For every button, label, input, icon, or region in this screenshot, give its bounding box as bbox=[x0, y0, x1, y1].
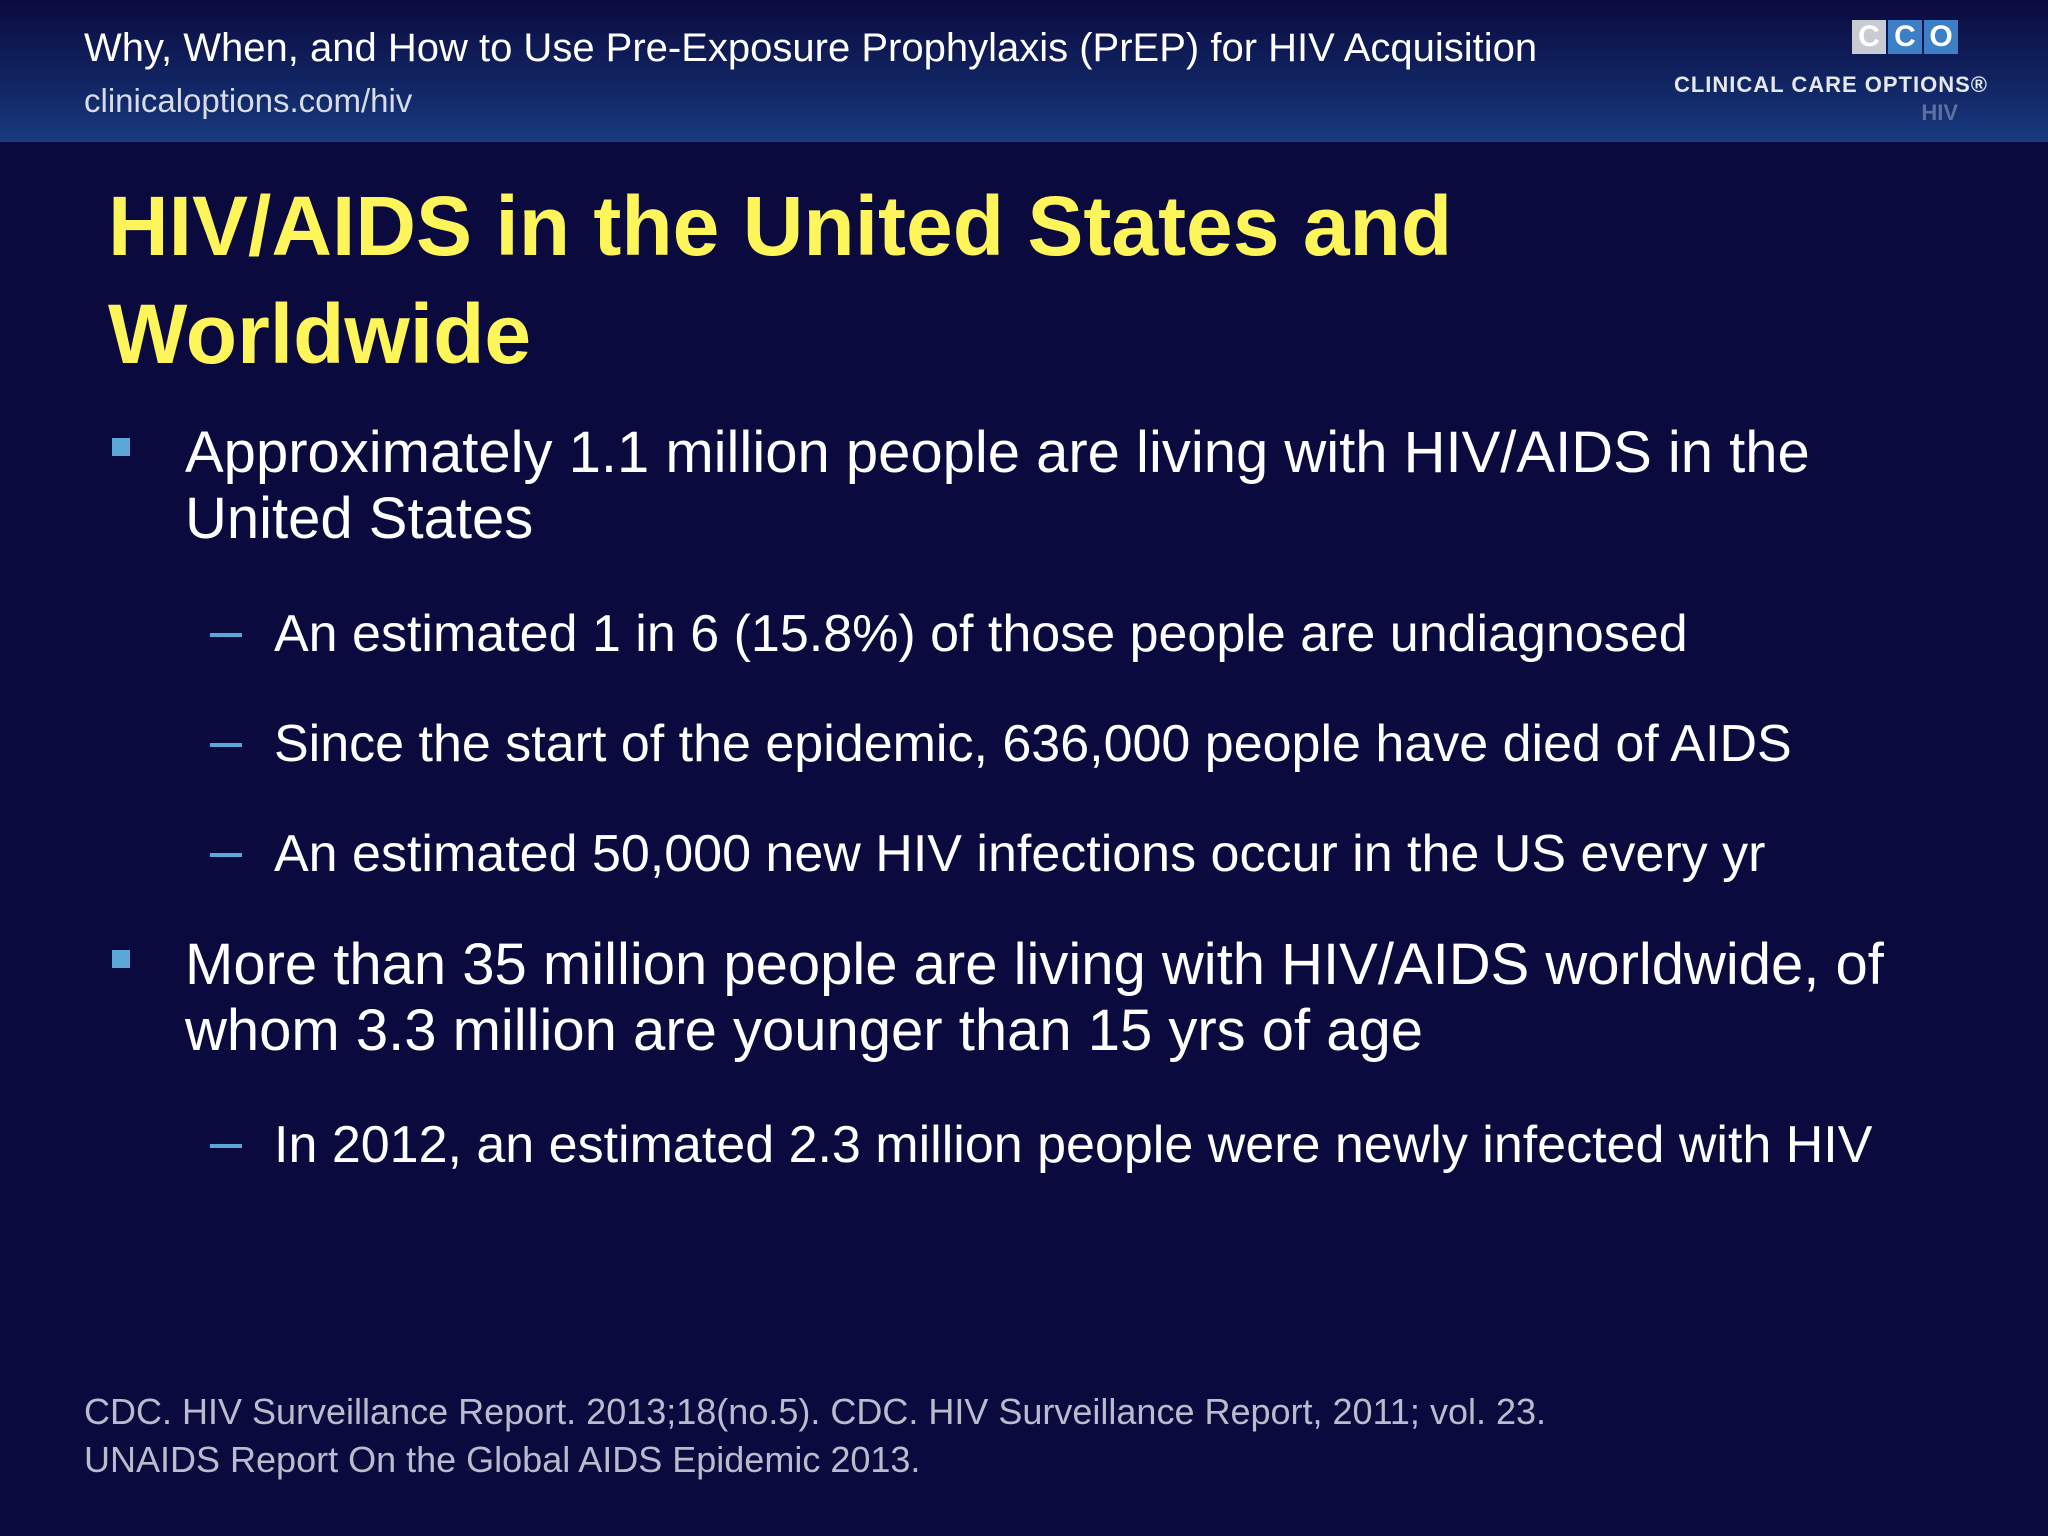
presentation-title: Why, When, and How to Use Pre-Exposure Prophylaxis (PrEP) for HIV Acquisition bbox=[84, 26, 1538, 70]
bullet-marker bbox=[112, 438, 130, 456]
logo-sub: HIV bbox=[1921, 100, 1958, 125]
sub-bullet-item: Since the start of the epidemic, 636,000 people have died of AIDS bbox=[274, 715, 1792, 773]
clinical-care-options-logo bbox=[1673, 18, 1988, 128]
bullet-marker bbox=[112, 950, 130, 968]
website-url[interactable]: clinicaloptions.com/hiv bbox=[84, 82, 413, 119]
sub-bullet-dash bbox=[210, 1144, 242, 1148]
logo-name: CLINICAL CARE OPTIONS® bbox=[1673, 72, 1988, 97]
slide-title: HIV/AIDS in the United States and Worldwide bbox=[108, 179, 1453, 381]
reference-line: UNAIDS Report On the Global AIDS Epidemic 2013. bbox=[84, 1439, 921, 1480]
bullet-item: More than 35 million people are living with HIV/AIDS worldwide, of whom 3.3 million are younger than 15 yrs of age bbox=[185, 932, 1884, 1063]
logo-mark bbox=[1852, 20, 1958, 54]
sub-bullet-dash bbox=[210, 743, 242, 747]
logo-letter-o: O bbox=[1924, 20, 1958, 54]
bullet-item: Approximately 1.1 million people are living with HIV/AIDS in the United States bbox=[185, 420, 1810, 551]
sub-bullet-dash bbox=[210, 633, 242, 637]
references bbox=[84, 1388, 1546, 1484]
logo-letter-c2: C bbox=[1888, 20, 1922, 54]
sub-bullet-item: In 2012, an estimated 2.3 million people were newly infected with HIV bbox=[274, 1116, 1873, 1174]
logo-letter-c1: C bbox=[1852, 20, 1886, 54]
sub-bullet-dash bbox=[210, 853, 242, 857]
sub-bullet-item: An estimated 50,000 new HIV infections occur in the US every yr bbox=[274, 825, 1766, 883]
reference-line: CDC. HIV Surveillance Report. 2013;18(no.5). CDC. HIV Surveillance Report, 2011; vol. 23. bbox=[84, 1391, 1547, 1432]
sub-bullet-item: An estimated 1 in 6 (15.8%) of those people are undiagnosed bbox=[274, 605, 1688, 663]
